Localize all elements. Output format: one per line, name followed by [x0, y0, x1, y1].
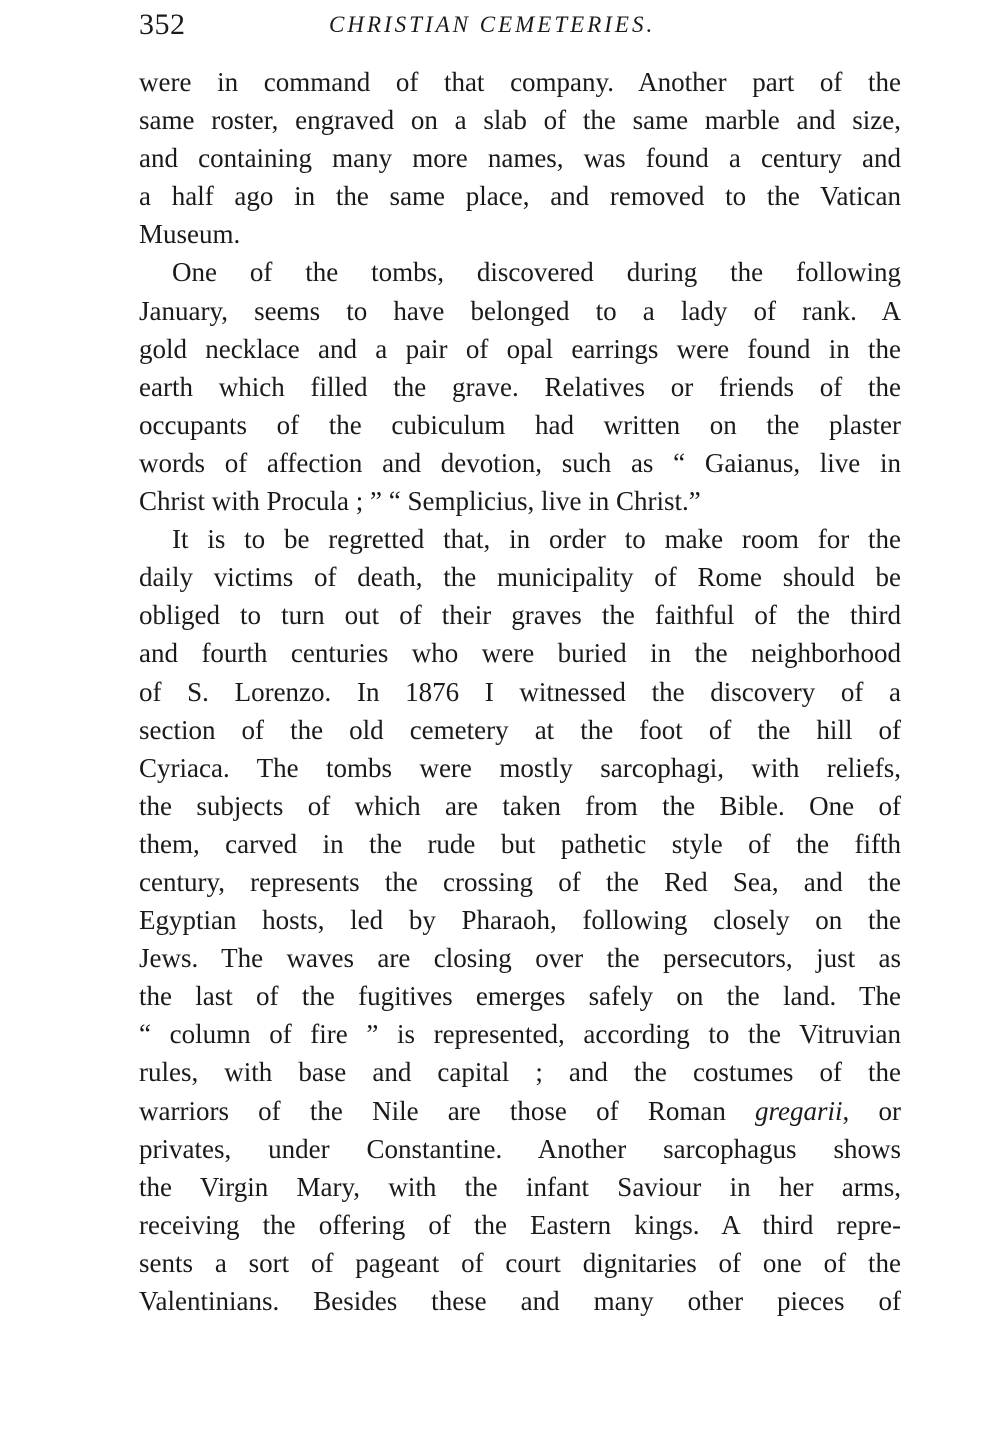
- text-line: words of affection and devotion, such as “ Gaianus, live in: [139, 447, 901, 478]
- page-number: 352: [139, 8, 186, 41]
- page-header: [139, 8, 909, 44]
- text-line: section of the old cemetery at the foot of the hill of: [139, 714, 901, 745]
- text-line: and fourth centuries who were buried in the neighborhood: [139, 638, 901, 669]
- paragraph-1: [139, 63, 901, 253]
- text-line: sents a sort of pageant of court dignitaries of one of the: [139, 1247, 901, 1278]
- text-line: daily victims of death, the municipality of Rome should be: [139, 562, 901, 593]
- text-line: same roster, engraved on a slab of the same marble and size,: [139, 105, 901, 136]
- text-line: the last of the fugitives emerges safely on the land. The: [139, 981, 901, 1012]
- text-line: Jews. The waves are closing over the persecutors, just as: [139, 943, 901, 974]
- text-line: the subjects of which are taken from the Bible. One of: [139, 790, 901, 821]
- text-line: obliged to turn out of their graves the faithful of the third: [139, 600, 901, 631]
- text-line: a half ago in the same place, and removed to the Vatican: [139, 181, 901, 212]
- paragraph-2: [139, 253, 901, 520]
- text-line: century, represents the crossing of the Red Sea, and the: [139, 866, 901, 897]
- text-line: Christ with Procula ; ” “ Semplicius, live in Christ.”: [139, 486, 701, 517]
- text-line: Cyriaca. The tombs were mostly sarcophagi, with reliefs,: [139, 752, 901, 783]
- running-head: CHRISTIAN CEMETERIES.: [329, 12, 656, 37]
- body-text: [139, 63, 901, 1320]
- text-line: “ column of fire ” is represented, according to the Vitruvian: [139, 1019, 901, 1050]
- text-line: occupants of the cubiculum had written on the plaster: [139, 409, 901, 440]
- text-line: Museum.: [139, 219, 241, 250]
- text-line: privates, under Constantine. Another sarcophagus shows: [139, 1133, 901, 1164]
- text-line: It is to be regretted that, in order to make room for the: [172, 524, 901, 555]
- paragraph-3: [139, 520, 901, 1320]
- italic-term: gregarii: [755, 1095, 843, 1126]
- text-line: warriors of the Nile are those of Roman gregarii, or: [139, 1095, 901, 1126]
- text-line: gold necklace and a pair of opal earrings were found in the: [139, 333, 901, 364]
- text-line: receiving the offering of the Eastern kings. A third repre-: [139, 1209, 901, 1240]
- text-line: were in command of that company. Another part of the: [139, 67, 901, 97]
- text-line: them, carved in the rude but pathetic style of the fifth: [139, 828, 901, 859]
- text-line: earth which filled the grave. Relatives or friends of the: [139, 371, 901, 402]
- text-line: January, seems to have belonged to a lady of rank. A: [139, 295, 901, 326]
- text-line: Egyptian hosts, led by Pharaoh, following closely on the: [139, 905, 901, 936]
- text-line: of S. Lorenzo. In 1876 I witnessed the discovery of a: [139, 676, 901, 707]
- text-line: and containing many more names, was found a century and: [139, 143, 901, 174]
- text-line: the Virgin Mary, with the infant Saviour in her arms,: [139, 1171, 901, 1202]
- text-line: Valentinians. Besides these and many other pieces of: [139, 1286, 901, 1316]
- text-line: rules, with base and capital ; and the costumes of the: [139, 1057, 901, 1088]
- text-line: One of the tombs, discovered during the following: [172, 257, 901, 288]
